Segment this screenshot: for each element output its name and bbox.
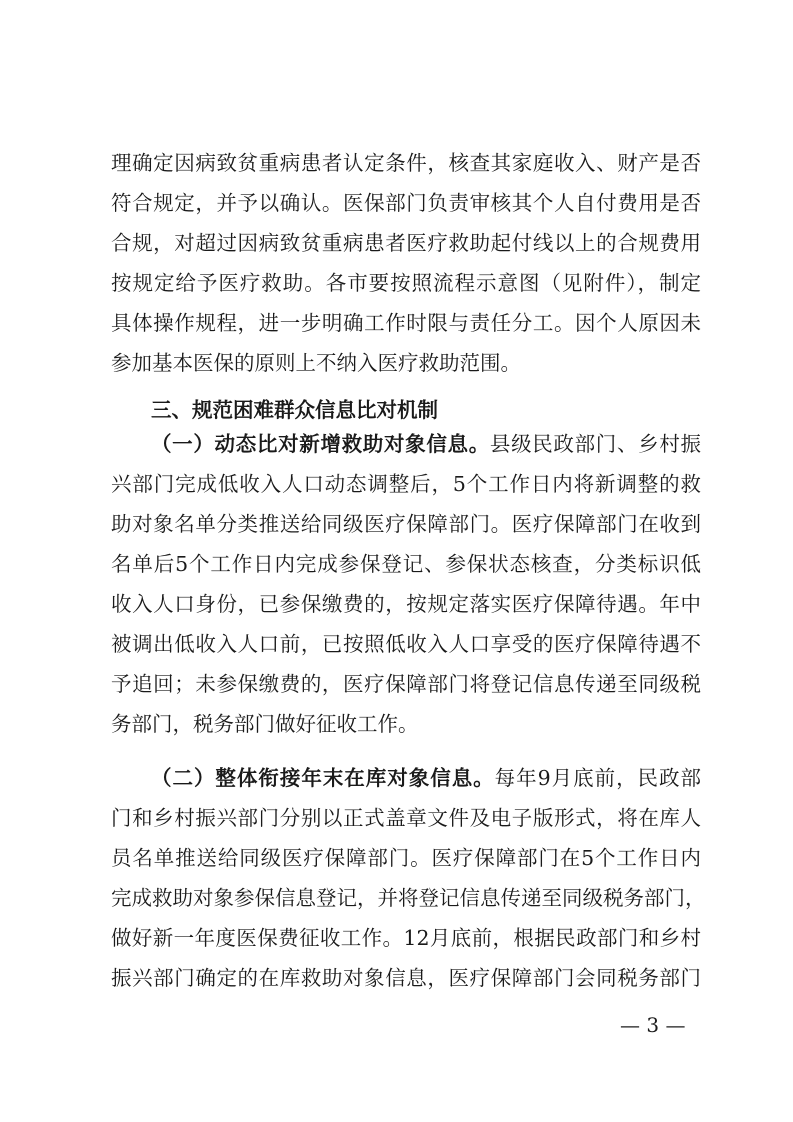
paragraph-line — [151, 758, 701, 798]
paragraph-line: 务部门，税务部门做好征收工作。 — [111, 712, 419, 736]
paragraph-line: 合规，对超过因病致贫重病患者医疗救助起付线以上的合规费用 — [111, 231, 701, 255]
page-number: — 3 — — [620, 1013, 686, 1037]
paragraph-text: 每年9月底前，民政部 — [494, 766, 702, 790]
paragraph-line: 振兴部门确定的在库救助对象信息，医疗保障部门会同税务部门 — [111, 966, 701, 990]
sub-heading: （二）整体衔接年末在库对象信息。 — [151, 766, 495, 790]
paragraph-line: 收入人口身份，已参保缴费的，按规定落实医疗保障待遇。年中 — [111, 592, 701, 616]
paragraph-line: 符合规定，并予以确认。医保部门负责审核其个人自付费用是否 — [111, 191, 701, 215]
section-heading: 三、规范困难群众信息比对机制 — [151, 398, 438, 422]
paragraph-line: 助对象名单分类推送给同级医疗保障部门。医疗保障部门在收到 — [111, 512, 701, 536]
paragraph-line: 具体操作规程，进一步明确工作时限与责任分工。因个人原因未 — [111, 311, 701, 335]
paragraph-line: 名单后5个工作日内完成参保登记、参保状态核查，分类标识低 — [111, 552, 701, 576]
paragraph-line: 予追回；未参保缴费的，医疗保障部门将登记信息传递至同级税 — [111, 672, 701, 696]
paragraph-line: 做好新一年度医保费征收工作。12月底前，根据民政部门和乡村 — [111, 926, 701, 950]
paragraph-line: 完成救助对象参保信息登记，并将登记信息传递至同级税务部门， — [111, 886, 706, 910]
paragraph-line: 门和乡村振兴部门分别以正式盖章文件及电子版形式，将在库人 — [111, 806, 701, 830]
paragraph-line: 被调出低收入人口前，已按照低收入人口享受的医疗保障待遇不 — [111, 632, 701, 656]
paragraph-line: 按规定给予医疗救助。各市要按照流程示意图（见附件），制定 — [111, 271, 701, 295]
paragraph-line: 参加基本医保的原则上不纳入医疗救助范围。 — [111, 351, 521, 375]
paragraph-line — [151, 424, 701, 464]
paragraph-line: 员名单推送给同级医疗保障部门。医疗保障部门在5个工作日内 — [111, 846, 701, 870]
sub-heading: （一）动态比对新增救助对象信息。 — [151, 432, 490, 456]
paragraph-line: 理确定因病致贫重病患者认定条件，核查其家庭收入、财产是否 — [111, 151, 701, 175]
paragraph-line: 兴部门完成低收入人口动态调整后，5个工作日内将新调整的救 — [111, 472, 701, 496]
paragraph-text: 县级民政部门、乡村振 — [489, 432, 702, 456]
